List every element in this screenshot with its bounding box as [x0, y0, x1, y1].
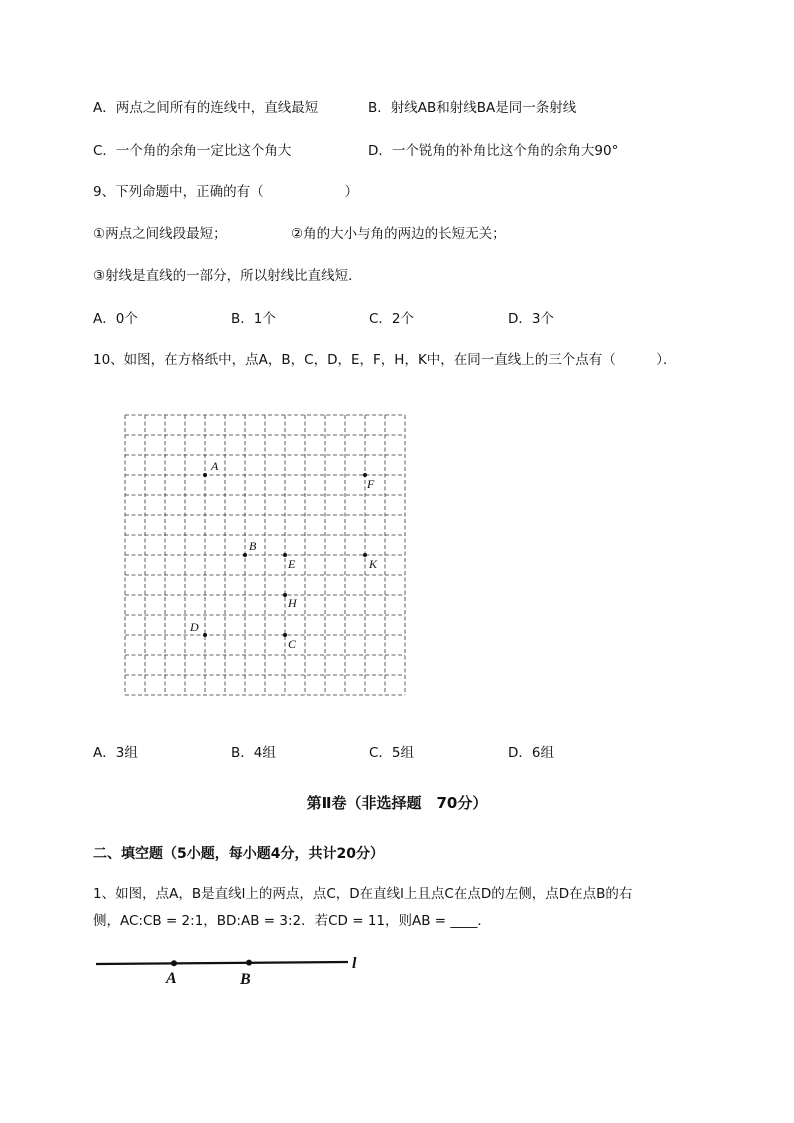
q10-option-c: C．5组: [369, 745, 415, 761]
point-b-label: B: [249, 539, 257, 553]
q9-statement-1: ①两点之间线段最短；: [93, 226, 227, 242]
point-d-dot: [203, 633, 207, 637]
point-c-label: C: [288, 637, 297, 651]
q9-option-d: D．3个: [508, 311, 554, 327]
point-a-dot: [171, 960, 177, 966]
fill1-line-figure: [90, 950, 380, 990]
q8-option-a: A．两点之间所有的连线中，直线最短: [93, 100, 319, 116]
q8-option-d: D．一个锐角的补角比这个角的余角大90°: [368, 143, 619, 159]
point-e-dot: [283, 553, 287, 557]
q10-option-a: A．3组: [93, 745, 138, 761]
point-a-label: A: [211, 459, 219, 473]
q10-grid-figure: [124, 414, 416, 696]
point-d-label: D: [190, 620, 199, 634]
q9-option-c: C．2个: [369, 311, 415, 327]
point-a-label: A: [166, 970, 177, 987]
q9-option-b: B．1个: [231, 311, 276, 327]
line-l: [96, 962, 348, 964]
point-f-label: F: [367, 477, 375, 491]
point-c-dot: [283, 633, 287, 637]
point-h-label: H: [288, 596, 297, 610]
section-heading: 二、填空题（5小题，每小题4分，共计20分）: [93, 846, 384, 862]
point-k-label: K: [369, 557, 378, 571]
point-b-label: B: [240, 971, 251, 988]
q10-option-d: D．6组: [508, 745, 554, 761]
part2-title: 第Ⅱ卷（非选择题 70分）: [306, 794, 488, 812]
point-k-dot: [363, 553, 367, 557]
q9-statement-2: ②角的大小与角的两边的长短无关；: [291, 226, 506, 242]
fill1-line-1: 1、如图，点A，B是直线l上的两点，点C，D在直线l上且点C在点D的左侧，点D在点B的右: [93, 886, 633, 902]
point-h-dot: [283, 593, 287, 597]
point-b-dot: [243, 553, 247, 557]
line-label: l: [352, 955, 357, 972]
q8-option-c: C．一个角的余角一定比这个角大: [93, 143, 292, 159]
point-e-label: E: [288, 557, 296, 571]
point-b-dot: [246, 960, 252, 966]
q9-option-a: A．0个: [93, 311, 138, 327]
q9-statement-3: ③射线是直线的一部分，所以射线比直线短．: [93, 268, 362, 284]
fill1-line-2: 侧，AC:CB = 2:1，BD:AB = 3:2．若CD = 11，则AB = ____．: [93, 913, 491, 929]
q9-stem: 9、下列命题中，正确的有（ ）: [93, 184, 359, 200]
q8-option-b: B．射线AB和射线BA是同一条射线: [368, 100, 577, 116]
q10-stem: 10、如图，在方格纸中，点A，B，C，D，E，F，H，K中，在同一直线上的三个点有（ ）．: [93, 352, 677, 368]
q10-option-b: B．4组: [231, 745, 276, 761]
point-a-dot: [203, 473, 207, 477]
